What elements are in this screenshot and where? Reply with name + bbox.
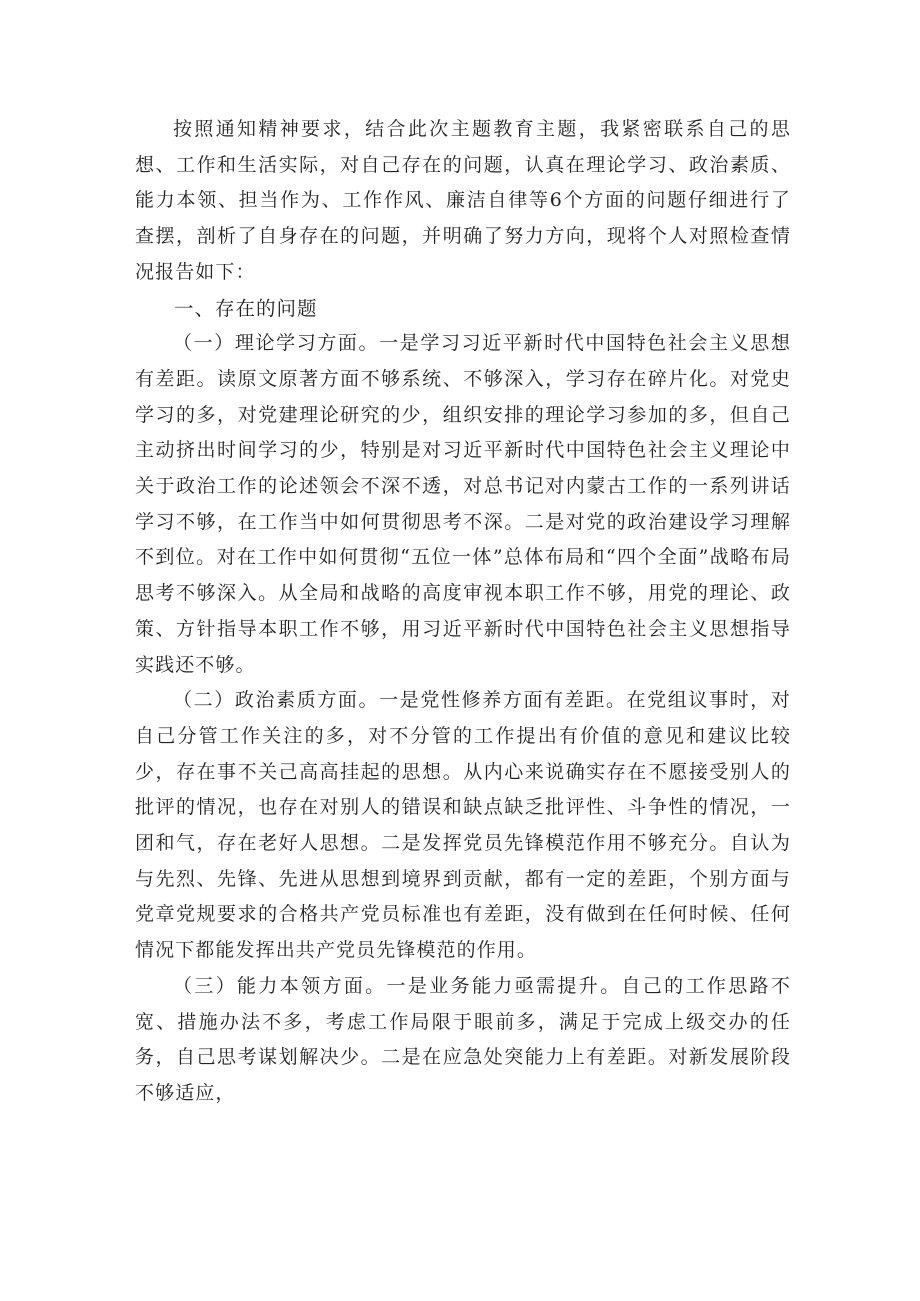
paragraph-theory-study: （一）理论学习方面。一是学习习近平新时代中国特色社会主义思想有差距。读原文原著方面不够系统、不够深入，学习存在碎片化。对党史学习的多，对党建理论研究的少，组织安排的理论学习参加的多，但自己主动挤出时间学习的少，特别是对习近平新时代中国特色社会主义理论中关于政治工作的论述领会不深不透，对总书记对内蒙古工作的一系列讲话学习不够，在工作当中如何贯彻思考不深。二是对党的政治建设学习理解不到位。对在工作中如何贯彻“五位一体”总体布局和“四个全面”战略布局思考不够深入。从全局和战略的高度审视本职工作不够，用党的理论、政策、方针指导本职工作不够，用习近平新时代中国特色社会主义思想指导实践还不够。 [135,332,791,676]
section-heading-problems: 一、存在的问题 [174,296,318,320]
paragraph-ability: （三）能力本领方面。一是业务能力亟需提升。自己的工作思路不宽、措施办法不多，考虑工作局限于眼前多，满足于完成上级交办的任务，自己思考谋划解决少。二是在应急处突能力上有差距。对新发展阶段不够适应， [135,974,791,1104]
intro-paragraph: 按照通知精神要求，结合此次主题教育主题，我紧密联系自己的思想、工作和生活实际，对自己存在的问题，认真在理论学习、政治素质、能力本领、担当作为、工作作风、廉洁自律等6个方面的问题仔细进行了查摆，剖析了自身存在的问题，并明确了努力方向，现将个人对照检查情况报告如下： [135,118,791,283]
paragraph-political-quality: （二）政治素质方面。一是党性修养方面有差距。在党组议事时，对自己分管工作关注的多，对不分管的工作提出有价值的意见和建议比较少，存在事不关己高高挂起的思想。从内心来说确实存在不愿接受别人的批评的情况，也存在对别人的错误和缺点缺乏批评性、斗争性的情况，一团和气，存在老好人思想。二是发挥党员先锋模范作用不够充分。自认为与先烈、先锋、先进从思想到境界到贡献，都有一定的差距，个别方面与党章党规要求的合格共产党员标准也有差距，没有做到在任何时候、任何情况下都能发挥出共产党员先锋模范的作用。 [135,689,791,962]
document-body [135,112,791,1112]
